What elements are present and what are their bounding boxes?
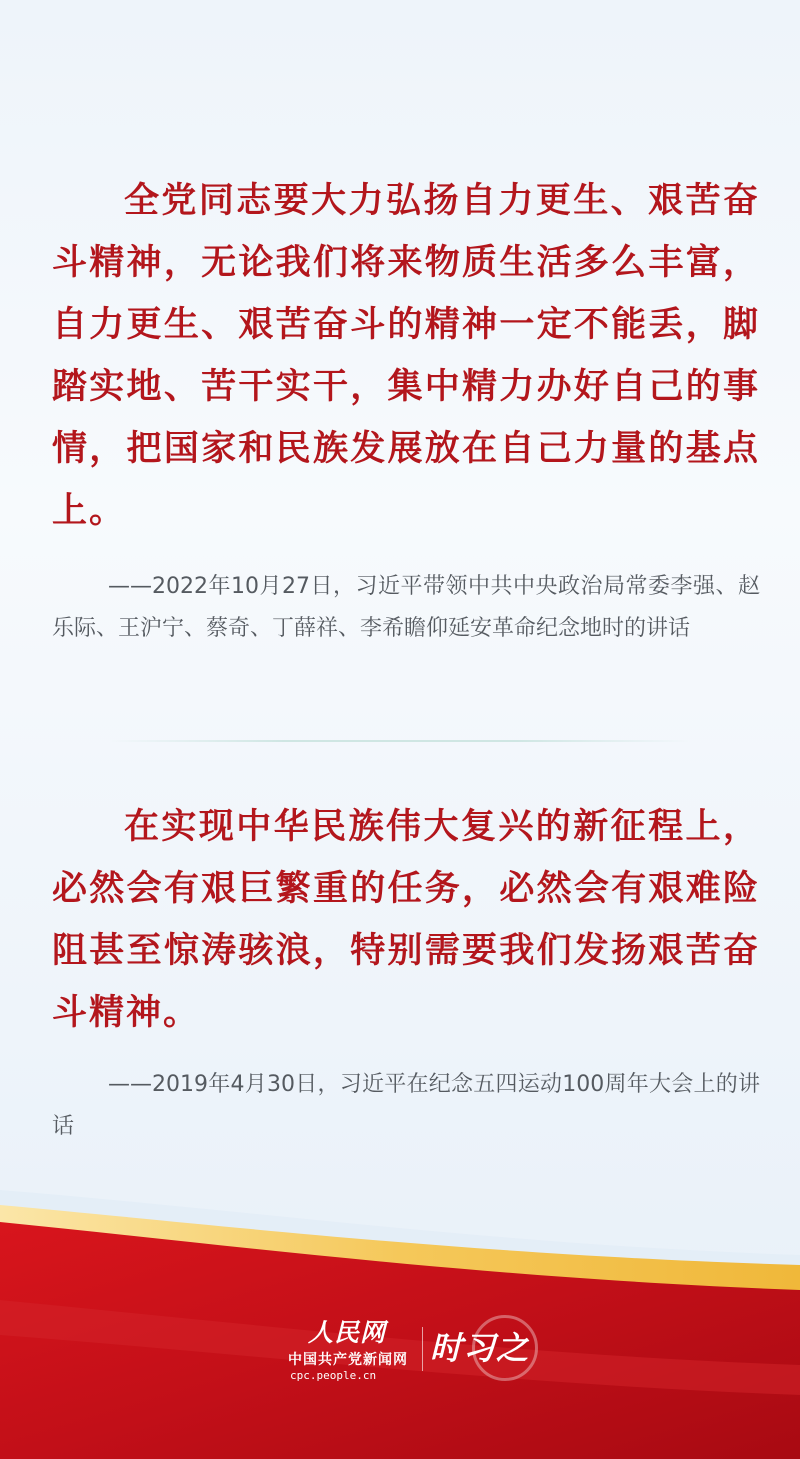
logo-url: cpc.people.cn bbox=[290, 1369, 377, 1382]
people-daily-logo: 人民网 bbox=[308, 1318, 387, 1347]
quote-text: 在实现中华民族伟大复兴的新征程上，必然会有艰巨繁重的任务，必然会有艰难险阻甚至惊涛骇浪，特别需要我们发扬艰苦奋斗精神。 bbox=[52, 807, 760, 1033]
divider bbox=[110, 740, 690, 742]
quote-source: ——2019年4月30日，习近平在纪念五四运动100周年大会上的讲话 bbox=[52, 1072, 760, 1139]
quote-block bbox=[52, 796, 760, 1148]
logo-subtitle: 中国共产党新闻网 bbox=[288, 1352, 408, 1368]
footer-wave-decoration bbox=[0, 1150, 800, 1459]
quote-source: ——2022年10月27日，习近平带领中共中央政治局常委李强、赵乐际、王沪宁、蔡奇、丁薛祥、李希瞻仰延安革命纪念地时的讲话 bbox=[52, 574, 760, 641]
footer-logos bbox=[280, 1313, 580, 1393]
logo-separator bbox=[422, 1327, 423, 1371]
quote-block bbox=[52, 170, 760, 650]
brand-logo: 时习之 bbox=[430, 1329, 530, 1367]
quote-text: 全党同志要大力弘扬自力更生、艰苦奋斗精神，无论我们将来物质生活多么丰富，自力更生、艰苦奋斗的精神一定不能丢，脚踏实地、苦干实干，集中精力办好自己的事情，把国家和民族发展放在自己力量的基点上。 bbox=[52, 181, 760, 531]
